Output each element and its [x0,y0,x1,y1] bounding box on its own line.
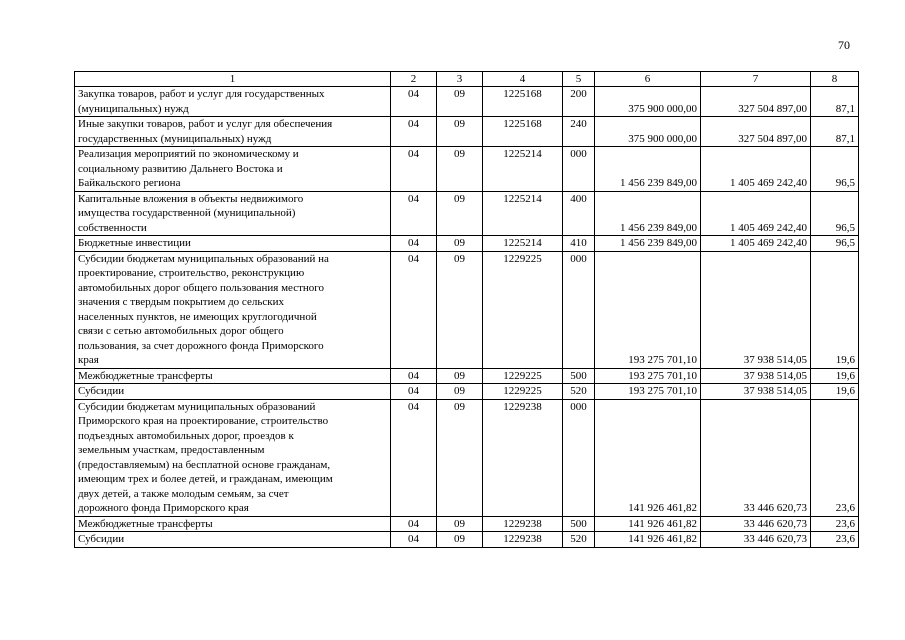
section-code-cell: 04 [391,87,437,117]
planned-amount-cell: 141 926 461,82 [595,399,701,516]
row-name-line: Бюджетные инвестиции [78,237,191,249]
row-name-line: Капитальные вложения в объекты недвижимого [78,192,304,205]
table-row [75,236,859,252]
row-name-line: Закупка товаров, работ и услуг для государственных [78,88,325,100]
budget-table [74,71,859,548]
row-name-line: края [78,354,99,366]
column-header: 4 [483,72,563,87]
subsection-code-cell: 09 [437,117,483,147]
row-name-line: Межбюджетные трансферты [78,369,213,382]
target-item-code-cell: 1229225 [483,384,563,400]
table-row [75,87,859,117]
table-row [75,147,859,192]
subsection-code-cell: 09 [437,532,483,548]
executed-amount-cell: 37 938 514,05 [701,251,811,368]
planned-amount-cell: 375 900 000,00 [595,87,701,117]
row-name-cell [75,236,391,252]
row-name-line: пользования, за счет дорожного фонда Приморского [78,339,324,352]
executed-amount-cell: 33 446 620,73 [701,516,811,532]
row-name-line: двух детей, а также молодым семьям, за счет [78,487,289,500]
subsection-code-cell: 09 [437,236,483,252]
executed-amount-cell: 327 504 897,00 [701,87,811,117]
row-name-line: Приморского края на проектирование, строительство [78,415,329,427]
section-code-cell: 04 [391,251,437,368]
expense-type-code-cell: 400 [563,191,595,236]
section-code-cell: 04 [391,147,437,192]
row-name-line: связи с сетью автомобильных дорог общего [78,325,284,337]
row-name-line: Субсидии бюджетам муниципальных образований на [78,252,329,265]
row-name-line: государственных (муниципальных) нужд [78,132,272,145]
row-name-line: (муниципальных) нужд [78,102,189,115]
subsection-code-cell: 09 [437,251,483,368]
planned-amount-cell: 1 456 239 849,00 [595,236,701,252]
executed-amount-cell: 1 405 469 242,40 [701,236,811,252]
row-name-cell [75,191,391,236]
execution-percent-cell: 19,6 [811,251,859,368]
row-name-line: имеющим трех и более детей, и гражданам, имеющим [78,473,333,485]
execution-percent-cell: 19,6 [811,384,859,400]
execution-percent-cell: 23,6 [811,532,859,548]
target-item-code-cell: 1225168 [483,87,563,117]
row-name-line: имущества государственной (муниципальной) [78,207,296,219]
section-code-cell: 04 [391,236,437,252]
expense-type-code-cell: 000 [563,399,595,516]
row-name-line: Межбюджетные трансферты [78,517,213,530]
executed-amount-cell: 1 405 469 242,40 [701,191,811,236]
column-header: 5 [563,72,595,87]
subsection-code-cell: 09 [437,516,483,532]
column-header: 6 [595,72,701,87]
planned-amount-cell: 141 926 461,82 [595,516,701,532]
row-name-cell [75,117,391,147]
row-name-line: Реализация мероприятий по экономическому и [78,148,299,160]
subsection-code-cell: 09 [437,399,483,516]
target-item-code-cell: 1225168 [483,117,563,147]
row-name-cell [75,399,391,516]
section-code-cell: 04 [391,399,437,516]
target-item-code-cell: 1229238 [483,516,563,532]
expense-type-code-cell: 520 [563,532,595,548]
execution-percent-cell: 87,1 [811,87,859,117]
expense-type-code-cell: 240 [563,117,595,147]
table-row [75,384,859,400]
expense-type-code-cell: 200 [563,87,595,117]
row-name-cell [75,87,391,117]
row-name-line: земельным участкам, предоставленным [78,444,265,456]
table-header-row [75,72,859,87]
execution-percent-cell: 96,5 [811,147,859,192]
table-row [75,191,859,236]
execution-percent-cell: 87,1 [811,117,859,147]
expense-type-code-cell: 000 [563,147,595,192]
execution-percent-cell: 23,6 [811,399,859,516]
target-item-code-cell: 1229225 [483,368,563,384]
expense-type-code-cell: 500 [563,516,595,532]
section-code-cell: 04 [391,117,437,147]
table-row [75,368,859,384]
row-name-line: автомобильных дорог общего пользования местного [78,281,325,294]
target-item-code-cell: 1229225 [483,251,563,368]
subsection-code-cell: 09 [437,368,483,384]
executed-amount-cell: 33 446 620,73 [701,399,811,516]
planned-amount-cell: 141 926 461,82 [595,532,701,548]
page-number: 70 [838,38,850,52]
row-name-line: Субсидии [78,385,125,397]
execution-percent-cell: 96,5 [811,191,859,236]
planned-amount-cell: 193 275 701,10 [595,384,701,400]
planned-amount-cell: 1 456 239 849,00 [595,191,701,236]
subsection-code-cell: 09 [437,384,483,400]
row-name-cell [75,368,391,384]
row-name-line: (предоставляемым) на бесплатной основе гражданам, [78,458,331,471]
subsection-code-cell: 09 [437,191,483,236]
subsection-code-cell: 09 [437,87,483,117]
section-code-cell: 04 [391,384,437,400]
table-row [75,251,859,368]
execution-percent-cell: 19,6 [811,368,859,384]
target-item-code-cell: 1229238 [483,399,563,516]
expense-type-code-cell: 410 [563,236,595,252]
row-name-cell [75,147,391,192]
table-row [75,516,859,532]
row-name-cell [75,532,391,548]
row-name-line: подъездных автомобильных дорог, проездов к [78,429,294,442]
planned-amount-cell: 193 275 701,10 [595,251,701,368]
subsection-code-cell: 09 [437,147,483,192]
row-name-line: Иные закупки товаров, работ и услуг для обеспечения [78,118,333,130]
expense-type-code-cell: 500 [563,368,595,384]
column-header: 1 [75,72,391,87]
row-name-line: собственности [78,221,147,234]
executed-amount-cell: 37 938 514,05 [701,384,811,400]
executed-amount-cell: 37 938 514,05 [701,368,811,384]
row-name-line: Субсидии бюджетам муниципальных образований [78,400,316,413]
column-header: 2 [391,72,437,87]
row-name-line: дорожного фонда Приморского края [78,502,249,514]
table-row [75,532,859,548]
row-name-line: Байкальского региона [78,177,181,189]
column-header: 7 [701,72,811,87]
expense-type-code-cell: 000 [563,251,595,368]
execution-percent-cell: 96,5 [811,236,859,252]
target-item-code-cell: 1225214 [483,147,563,192]
row-name-line: Субсидии [78,533,125,545]
table-row [75,399,859,516]
planned-amount-cell: 193 275 701,10 [595,368,701,384]
section-code-cell: 04 [391,191,437,236]
row-name-cell [75,384,391,400]
column-header: 3 [437,72,483,87]
executed-amount-cell: 33 446 620,73 [701,532,811,548]
target-item-code-cell: 1229238 [483,532,563,548]
planned-amount-cell: 375 900 000,00 [595,117,701,147]
row-name-cell [75,516,391,532]
executed-amount-cell: 327 504 897,00 [701,117,811,147]
target-item-code-cell: 1225214 [483,236,563,252]
row-name-line: значения с твердым покрытием до сельских [78,296,284,308]
table-row [75,117,859,147]
planned-amount-cell: 1 456 239 849,00 [595,147,701,192]
executed-amount-cell: 1 405 469 242,40 [701,147,811,192]
section-code-cell: 04 [391,368,437,384]
column-header: 8 [811,72,859,87]
row-name-line: населенных пунктов, не имеющих круглогодичной [78,310,317,323]
section-code-cell: 04 [391,516,437,532]
row-name-line: проектирование, строительство, реконструкцию [78,267,305,279]
target-item-code-cell: 1225214 [483,191,563,236]
execution-percent-cell: 23,6 [811,516,859,532]
row-name-cell [75,251,391,368]
row-name-line: социальному развитию Дальнего Востока и [78,162,283,175]
expense-type-code-cell: 520 [563,384,595,400]
section-code-cell: 04 [391,532,437,548]
